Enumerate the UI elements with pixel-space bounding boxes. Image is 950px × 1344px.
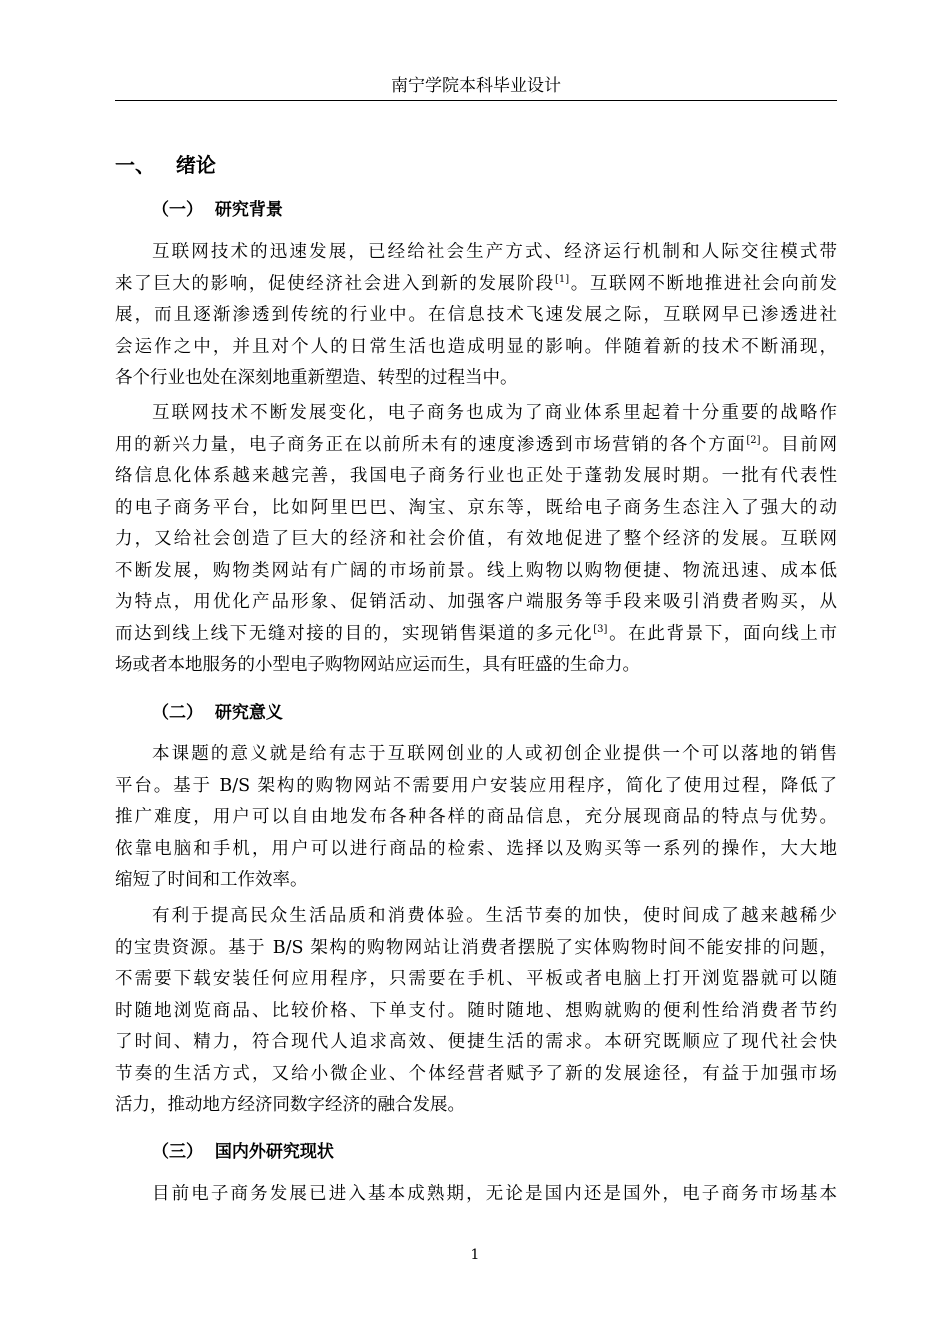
text-line: 目前电子商务发展已进入基本成熟期，无论是国内还是国外，电子商务市场基本 <box>152 1184 837 1204</box>
text-line: 本课题的意义就是给有志于互联网创业的人或初创企业提供一个可以落地的销售 <box>152 744 837 764</box>
text-line: 不需要下载安装任何应用程序，只需要在手机、平板或者电脑上打开浏览器就可以随 <box>115 969 837 989</box>
paragraph-significance-1 <box>115 739 837 897</box>
citation-ref: [3] <box>593 623 608 635</box>
paragraph-research-status-1 <box>115 1179 837 1211</box>
text-line: 来了巨大的影响，促使经济社会进入到新的发展阶段[1]。互联网不断地推进社会向前发 <box>115 273 837 294</box>
section-heading-research-status: （三） 国内外研究现状 <box>152 1142 334 1162</box>
section-heading-background: （一） 研究背景 <box>152 200 283 220</box>
text-line: 力，又给社会创造了巨大的经济和社会价值，有效地促进了整个经济的发展。互联网 <box>115 529 837 549</box>
section-heading-significance: （二） 研究意义 <box>152 703 283 723</box>
text-line: 节奏的生活方式，又给小微企业、个体经营者赋予了新的发展途径，有益于加强市场 <box>115 1063 837 1084</box>
text-line: 的宝贵资源。基于 B/S 架构的购物网站让消费者摆脱了实体购物时间不能安排的问题， <box>115 937 837 958</box>
citation-ref: [1] <box>555 273 570 285</box>
header-rule <box>115 100 837 101</box>
text-line: 的电子商务平台，比如阿里巴巴、淘宝、京东等，既给电子商务生态注入了强大的动 <box>115 497 837 518</box>
text-line: 互联网技术的迅速发展，已经给社会生产方式、经济运行机制和人际交往模式带 <box>152 242 837 262</box>
paragraph-significance-2 <box>115 901 837 1122</box>
citation-ref: [2] <box>746 434 761 446</box>
text-line: 活力，推动地方经济同数字经济的融合发展。 <box>115 1095 465 1115</box>
text-line: 互联网技术不断发展变化，电子商务也成为了商业体系里起着十分重要的战略作 <box>152 403 837 423</box>
text-line: 缩短了时间和工作效率。 <box>115 870 308 890</box>
text-line: 络信息化体系越来越完善，我国电子商务行业也正处于蓬勃发展时期。一批有代表性 <box>115 466 837 486</box>
text-line: 展，而且逐渐渗透到传统的行业中。在信息技术飞速发展之际，互联网早已渗透进社 <box>115 305 837 325</box>
paragraph-background-2 <box>115 398 837 682</box>
paragraph-background-1 <box>115 237 837 395</box>
text-line: 了时间、精力，符合现代人追求高效、便捷生活的需求。本研究既顺应了现代社会快 <box>115 1032 837 1052</box>
text-line: 用的新兴力量，电子商务正在以前所未有的速度渗透到市场营销的各个方面[2]。目前网 <box>115 434 837 455</box>
text-line: 会运作之中，并且对个人的日常生活也造成明显的影响。伴随着新的技术不断涌现， <box>115 336 837 357</box>
text-line: 有利于提高民众生活品质和消费体验。生活节奏的加快，使时间成了越来越稀少 <box>152 906 837 926</box>
text-line: 各个行业也处在深刻地重新塑造、转型的过程当中。 <box>115 368 518 388</box>
text-line: 依靠电脑和手机，用户可以进行商品的检索、选择以及购买等一系列的操作，大大地 <box>115 838 837 859</box>
text-line: 而达到线上线下无缝对接的目的，实现销售渠道的多元化[3]。在此背景下，面向线上市 <box>115 623 837 644</box>
text-line: 平台。基于 B/S 架构的购物网站不需要用户安装应用程序，简化了使用过程，降低了 <box>115 775 837 796</box>
page-header: 南宁学院本科毕业设计 <box>391 76 561 96</box>
text-line: 不断发展，购物类网站有广阔的市场前景。线上购物以购物便捷、物流迅速、成本低 <box>115 560 837 581</box>
page-number: 1 <box>470 1247 480 1263</box>
text-line: 场或者本地服务的小型电子购物网站应运而生，具有旺盛的生命力。 <box>115 655 640 675</box>
text-line: 推广难度，用户可以自由地发布各种各样的商品信息，充分展现商品的特点与优势。 <box>115 807 837 827</box>
text-line: 为特点，用优化产品形象、促销活动、加强客户端服务等手段来吸引消费者购买，从 <box>115 592 837 612</box>
text-line: 时随地浏览商品、比较价格、下单支付。随时随地、想购就购的便利性给消费者节约 <box>115 1000 837 1021</box>
chapter-heading <box>115 151 216 179</box>
chapter-number: 一、 <box>115 153 155 177</box>
chapter-title: 绪论 <box>175 153 216 177</box>
